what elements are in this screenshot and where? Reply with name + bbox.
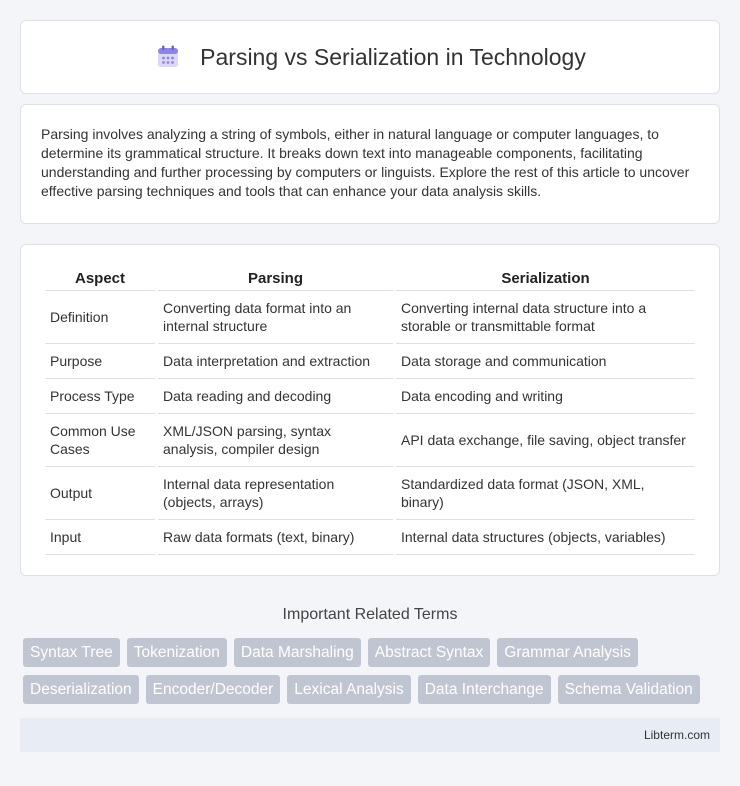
related-terms-title: Important Related Terms: [282, 606, 458, 623]
header-parsing: Parsing: [158, 267, 393, 291]
tag-lexical-analysis[interactable]: Lexical Analysis: [287, 675, 410, 704]
table-cell: Data encoding and writing: [396, 379, 695, 414]
table-cell: Output: [45, 467, 155, 520]
table-cell: Purpose: [45, 344, 155, 379]
table-cell: Internal data structures (objects, variables): [396, 520, 695, 555]
intro-card: [20, 104, 720, 224]
comparison-table: [42, 267, 698, 555]
table-row: [45, 467, 695, 520]
calendar-icon: [154, 43, 182, 71]
tag-data-marshaling[interactable]: Data Marshaling: [234, 638, 361, 667]
footer: [20, 718, 720, 752]
table-row: [45, 520, 695, 555]
table-cell: Raw data formats (text, binary): [158, 520, 393, 555]
tag-data-interchange[interactable]: Data Interchange: [418, 675, 551, 704]
table-row: [45, 344, 695, 379]
tag-encoder-decoder[interactable]: Encoder/Decoder: [146, 675, 281, 704]
table-cell: Input: [45, 520, 155, 555]
table-cell: Data interpretation and extraction: [158, 344, 393, 379]
table-cell: Data reading and decoding: [158, 379, 393, 414]
table-cell: XML/JSON parsing, syntax analysis, compiler design: [158, 414, 393, 467]
table-cell: Data storage and communication: [396, 344, 695, 379]
table-row: [45, 414, 695, 467]
comparison-card: [20, 244, 720, 576]
table-cell: Standardized data format (JSON, XML, binary): [396, 467, 695, 520]
table-cell: Converting data format into an internal structure: [158, 291, 393, 344]
tag-syntax-tree[interactable]: Syntax Tree: [23, 638, 120, 667]
related-terms-list: [20, 638, 720, 704]
tag-abstract-syntax[interactable]: Abstract Syntax: [368, 638, 491, 667]
tag-grammar-analysis[interactable]: Grammar Analysis: [497, 638, 638, 667]
table-header-row: [45, 267, 695, 291]
tag-deserialization[interactable]: Deserialization: [23, 675, 139, 704]
table-cell: Process Type: [45, 379, 155, 414]
footer-site-link[interactable]: Libterm.com: [643, 728, 710, 742]
tag-schema-validation[interactable]: Schema Validation: [558, 675, 700, 704]
tag-tokenization[interactable]: Tokenization: [127, 638, 227, 667]
table-cell: Definition: [45, 291, 155, 344]
table-cell: Converting internal data structure into a storable or transmittable format: [396, 291, 695, 344]
table-row: [45, 379, 695, 414]
table-cell: Internal data representation (objects, arrays): [158, 467, 393, 520]
header-serialization: Serialization: [396, 267, 695, 291]
table-cell: API data exchange, file saving, object transfer: [396, 414, 695, 467]
intro-text: Parsing involves analyzing a string of symbols, either in natural language or computer languages, to determine its grammatical structure. It breaks down text into manageable components, facilitating understanding and further processing by computers or linguists. Explore the rest of this article to uncover effective parsing techniques and tools that can enhance your data analysis skills.: [41, 126, 690, 199]
table-cell: Common Use Cases: [45, 414, 155, 467]
header-aspect: Aspect: [45, 267, 155, 291]
table-row: [45, 291, 695, 344]
page-title: Parsing vs Serialization in Technology: [200, 43, 586, 70]
page-header: [20, 20, 720, 94]
